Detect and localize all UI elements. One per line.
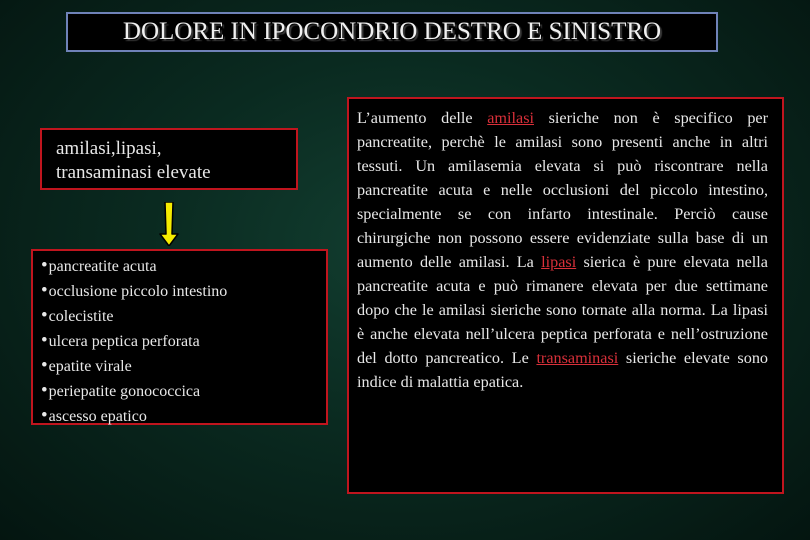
explanation-text: sieriche elevate sono indice di malattia epatica.: [357, 349, 769, 391]
lipasi-link[interactable]: lipasi: [541, 253, 577, 271]
list-item: [41, 254, 326, 279]
list-item: [41, 354, 326, 379]
lab-findings-line-1: amilasi,lipasi,: [56, 138, 162, 159]
causes-list-box: [31, 249, 328, 425]
bullet-icon: •: [41, 305, 48, 326]
list-item: [41, 329, 326, 354]
lab-findings-box: [40, 128, 298, 190]
list-item-label: colecistite: [48, 308, 114, 325]
down-arrow-icon: [159, 202, 179, 246]
list-item: [41, 404, 326, 429]
explanation-text: L’aumento delle: [357, 109, 488, 127]
bullet-icon: •: [41, 355, 48, 376]
list-item-label: epatite virale: [48, 358, 132, 375]
amilasi-link[interactable]: amilasi: [487, 109, 534, 127]
list-item: [41, 304, 326, 329]
list-item: [41, 379, 326, 404]
causes-list: [41, 254, 326, 429]
list-item-label: occlusione piccolo intestino: [48, 283, 228, 300]
lab-findings-line-2: transaminasi elevate: [56, 162, 211, 183]
bullet-icon: •: [41, 280, 48, 301]
list-item-label: pancreatite acuta: [48, 258, 157, 275]
slide-title: DOLORE IN IPOCONDRIO DESTRO E SINISTRO: [66, 12, 718, 52]
explanation-text: sieriche non è specifico per pancreatite, perchè le amilasi sono presenti anche in altri tessuti. Un amilasemia elevata si può riscontrare nella pancreatite acuta e nelle occlusioni del piccolo intestino, specialmente se con infarto intestinale. Perciò cause chirurgiche non possono essere evidenziate sulla base di un aumento delle amilasi. La: [357, 109, 768, 271]
bullet-icon: •: [41, 255, 48, 276]
explanation-text: sierica è pure elevata nella pancreatite acuta e può rimanere elevata per due settimane dopo che le amilasi sieriche sono tornate alla norma. La lipasi è anche elevata nell’ulcera peptica perforata e nell’ostruzione del dotto pancreatico. Le: [357, 253, 768, 367]
list-item-label: periepatite gonococcica: [48, 383, 201, 400]
bullet-icon: •: [41, 330, 48, 351]
bullet-icon: •: [41, 380, 48, 401]
list-item-label: ascesso epatico: [48, 408, 147, 425]
transaminasi-link[interactable]: transaminasi: [536, 349, 619, 367]
explanation-box: [347, 97, 784, 494]
list-item: [41, 279, 326, 304]
list-item-label: ulcera peptica perforata: [48, 333, 200, 350]
explanation-paragraph: [357, 106, 768, 394]
bullet-icon: •: [41, 405, 48, 426]
